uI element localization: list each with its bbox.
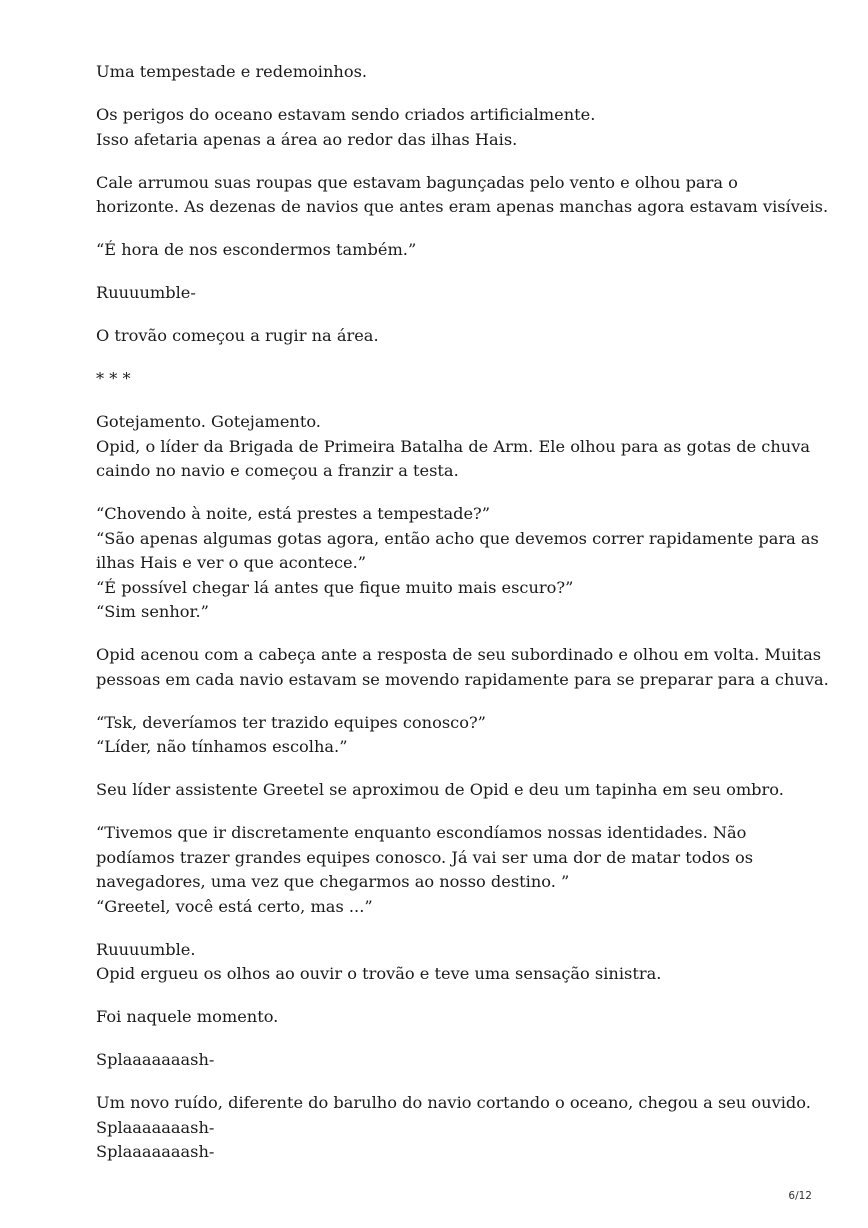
text-line: Foi naquele momento. [96, 1007, 279, 1026]
paragraph [96, 711, 796, 760]
text-line: Isso afetaria apenas a área ao redor das ilhas Hais. [96, 129, 518, 149]
text-line: Seu líder assistente Greetel se aproximou de Opid e deu um tapinha em seu ombro. [96, 780, 784, 799]
text-line: navegadores, uma vez que chegarmos ao nosso destino. ” [96, 872, 570, 891]
text-line: Cale arrumou suas roupas que estavam bagunçadas pelo vento e olhou para o [96, 172, 738, 192]
document-body [96, 60, 829, 1183]
text-line: * * * [96, 369, 131, 388]
text-line: “Tsk, deveríamos ter trazido equipes conosco?” [96, 712, 486, 732]
text-line: Gotejamento. Gotejamento. [96, 412, 321, 431]
paragraph [96, 324, 796, 349]
text-line: Opid, o líder da Brigada de Primeira Batalha de Arm. Ele olhou para as gotas de chuva [96, 436, 811, 456]
text-line: Ruuuumble. [96, 939, 196, 959]
paragraph [96, 1091, 811, 1165]
text-line: Um novo ruído, diferente do barulho do navio cortando o oceano, chegou a seu ouvido. [96, 1093, 811, 1112]
text-line: Splaaaaaaash- [96, 1142, 215, 1161]
paragraph [96, 778, 796, 803]
paragraph [96, 410, 811, 484]
paragraph [96, 171, 829, 220]
text-line: “Líder, não tínhamos escolha.” [96, 737, 348, 756]
paragraph [96, 238, 796, 263]
paragraph [96, 502, 819, 625]
text-line: Opid ergueu os olhos ao ouvir o trovão e teve uma sensação sinistra. [96, 964, 662, 983]
text-line: Ruuuumble- [96, 283, 196, 302]
paragraph [96, 821, 796, 919]
text-line: Uma tempestade e redemoinhos. [96, 62, 368, 81]
text-line: Splaaaaaaash- [96, 1117, 215, 1137]
text-line: caindo no navio e começou a franzir a testa. [96, 461, 459, 480]
paragraph [96, 281, 796, 306]
paragraph [96, 1048, 796, 1073]
text-line: O trovão começou a rugir na área. [96, 326, 379, 345]
paragraph [96, 643, 829, 692]
text-line: “Greetel, você está certo, mas ...” [96, 896, 373, 916]
text-line: pessoas em cada navio estavam se movendo rapidamente para se preparar para a chuva. [96, 669, 829, 689]
text-line: “Chovendo à noite, está prestes a tempestade?” [96, 504, 491, 523]
text-line: ilhas Hais e ver o que acontece.” [96, 553, 367, 572]
text-line: “São apenas algumas gotas agora, então acho que devemos correr rapidamente para as [96, 528, 819, 548]
page-number: 6/12 [788, 1190, 812, 1202]
text-line: Splaaaaaaash- [96, 1050, 215, 1069]
text-line: Opid acenou com a cabeça ante a resposta de seu subordinado e olhou em volta. Muitas [96, 645, 822, 664]
paragraph [96, 367, 796, 392]
text-line: “Sim senhor.” [96, 602, 209, 621]
text-line: “É possível chegar lá antes que fique muito mais escuro?” [96, 577, 574, 597]
paragraph [96, 60, 796, 85]
paragraph [96, 938, 796, 987]
paragraph [96, 103, 796, 152]
paragraph [96, 1005, 796, 1030]
text-line: podíamos trazer grandes equipes conosco. Já vai ser uma dor de matar todos os [96, 847, 754, 867]
text-line: Os perigos do oceano estavam sendo criados artificialmente. [96, 105, 596, 124]
text-line: “Tivemos que ir discretamente enquanto escondíamos nossas identidades. Não [96, 823, 747, 842]
text-line: “É hora de nos escondermos também.” [96, 240, 417, 259]
text-line: horizonte. As dezenas de navios que antes eram apenas manchas agora estavam visíveis. [96, 197, 829, 216]
